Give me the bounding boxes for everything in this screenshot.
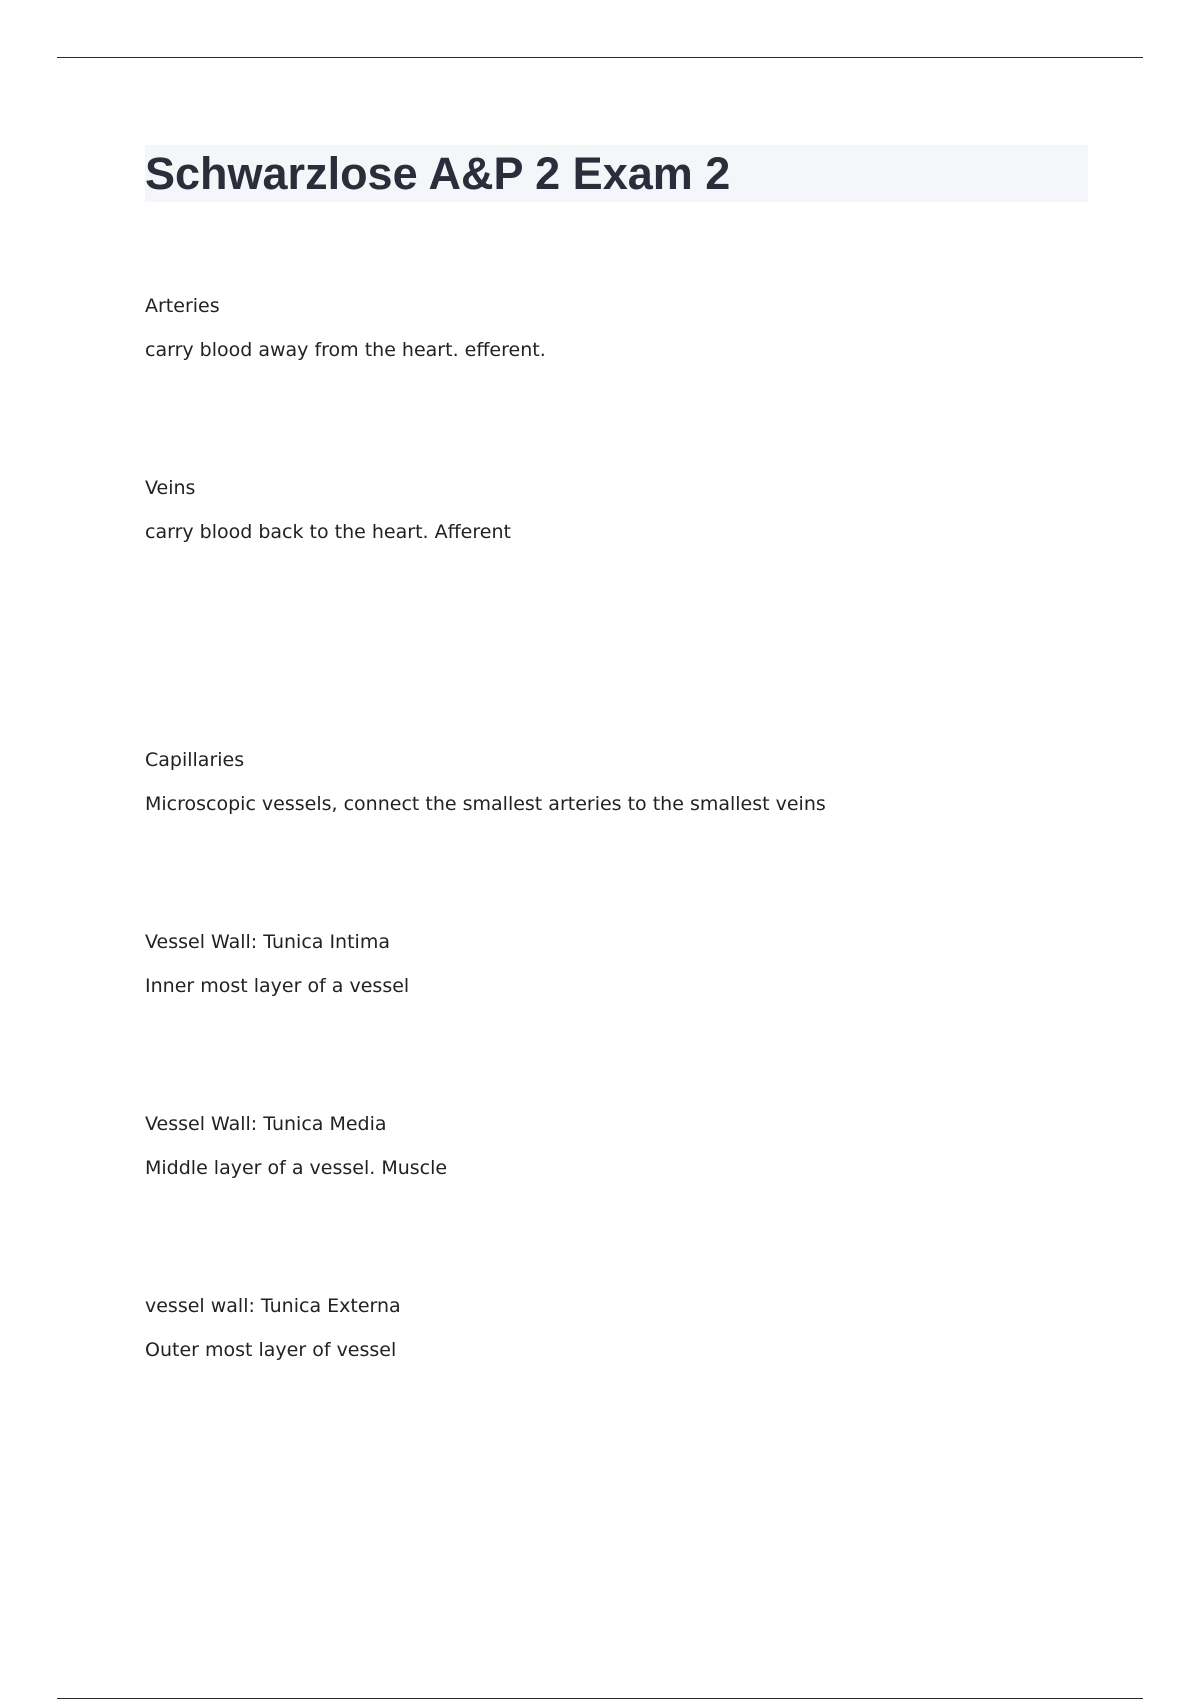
entry-definition: Inner most layer of a vessel (145, 975, 410, 997)
header-rule (57, 57, 1143, 58)
entry-term: vessel wall: Tunica Externa (145, 1295, 401, 1317)
entry-definition: Outer most layer of vessel (145, 1339, 397, 1361)
entry-definition: Middle layer of a vessel. Muscle (145, 1157, 448, 1179)
footer-rule (57, 1698, 1143, 1699)
entry-term: Capillaries (145, 749, 245, 771)
entry-term: Vessel Wall: Tunica Intima (145, 931, 390, 953)
entry-definition: Microscopic vessels, connect the smallest arteries to the smallest veins (145, 793, 826, 815)
entry-term: Arteries (145, 295, 220, 317)
entry-definition: carry blood away from the heart. efferent. (145, 339, 546, 361)
entry-term: Vessel Wall: Tunica Media (145, 1113, 387, 1135)
entry-term: Veins (145, 477, 196, 499)
entry-definition: carry blood back to the heart. Afferent (145, 521, 511, 543)
page-title: Schwarzlose A&P 2 Exam 2 (145, 148, 731, 199)
